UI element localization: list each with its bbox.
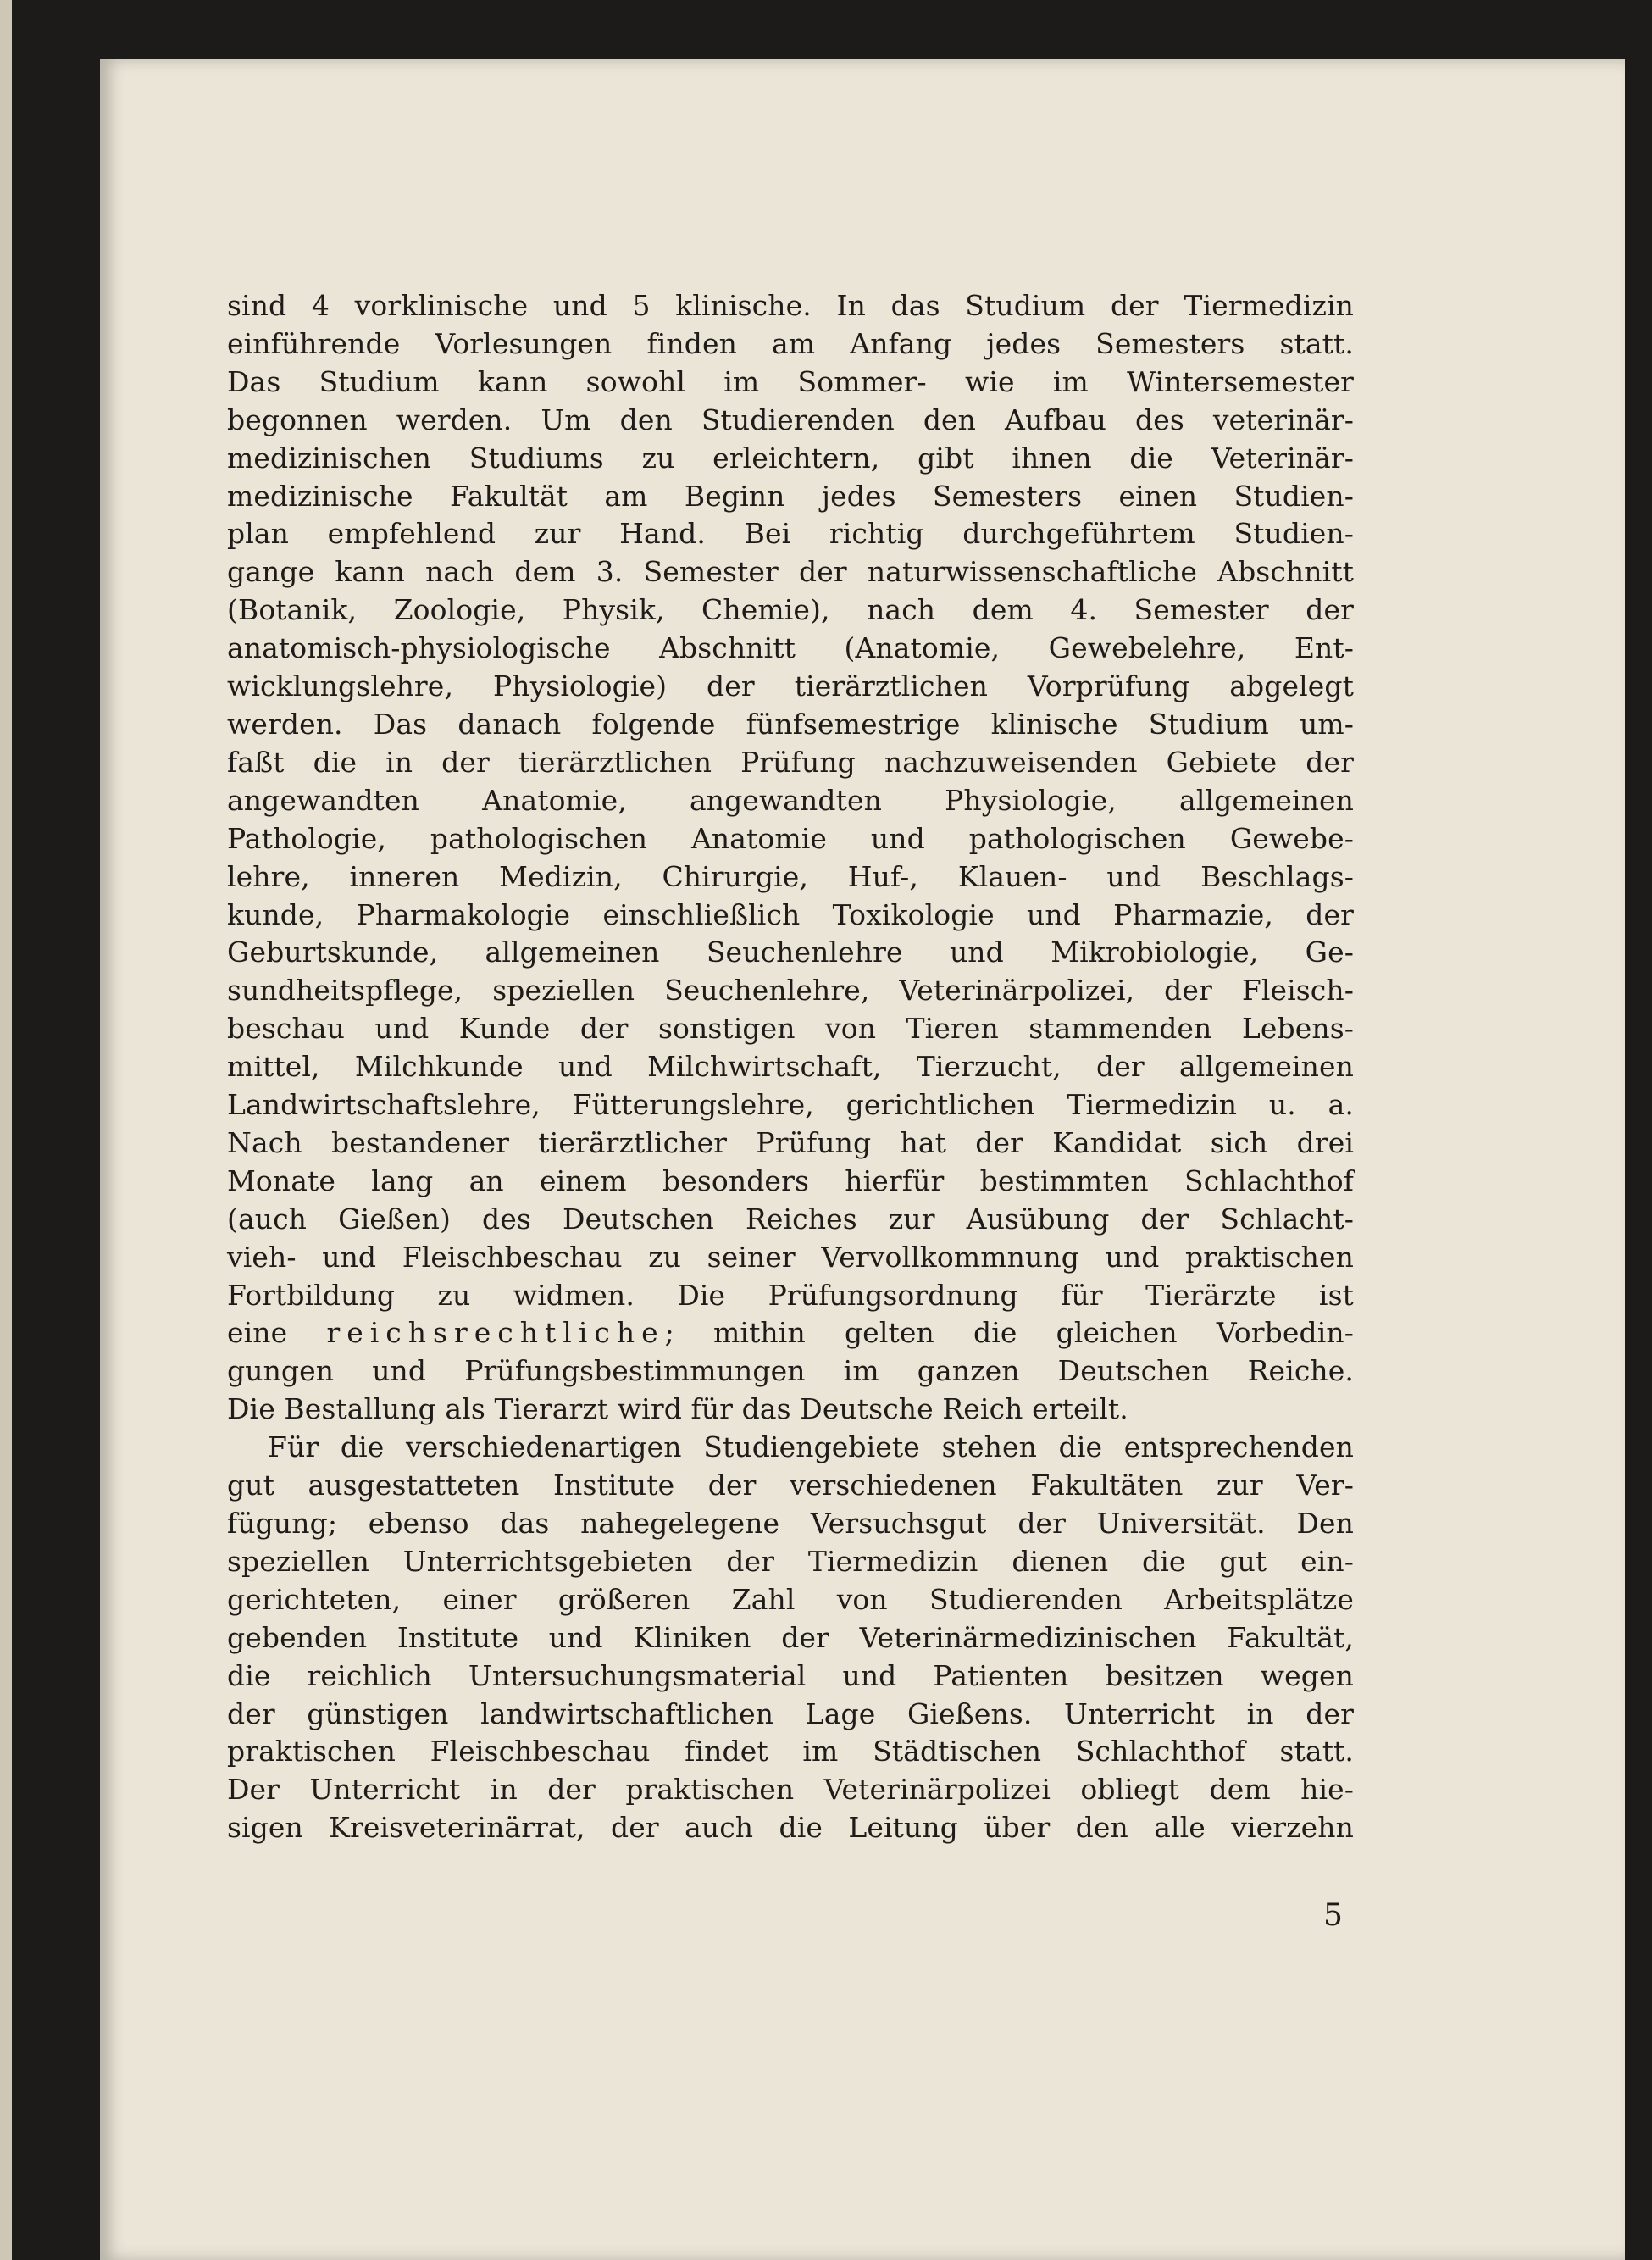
- text-line: sundheitspflege, speziellen Seuchenlehre, Veterinärpolizei, der Fleisch-: [227, 974, 1354, 1008]
- text-line: Monate lang an einem besonders hierfür bestimmten Schlachthof: [227, 1163, 1354, 1197]
- text-line: Die Bestallung als Tierarzt wird für das Deutsche Reich erteilt.: [227, 1392, 1128, 1426]
- text-line: Das Studium kann sowohl im Sommer- wie im Wintersemester: [227, 364, 1354, 398]
- text-line: beschau und Kunde der sonstigen von Tieren stammenden Lebens-: [227, 1012, 1354, 1046]
- text-line: begonnen werden. Um den Studierenden den Aufbau des veterinär-: [227, 403, 1354, 436]
- adjacent-page-edge: [0, 0, 12, 2260]
- emphasized-word: reichsrechtliche: [326, 1316, 665, 1350]
- text-line: gungen und Prüfungsbestimmungen im ganzen Deutschen Reiche.: [227, 1354, 1354, 1388]
- text-line-suffix: ; mithin gelten die gleichen Vorbedin-: [664, 1316, 1354, 1350]
- text-line: medizinische Fakultät am Beginn jedes Semesters einen Studien-: [227, 479, 1354, 513]
- text-line: speziellen Unterrichtsgebieten der Tiermedizin dienen die gut ein-: [227, 1544, 1354, 1578]
- text-line: Der Unterricht in der praktischen Veterinärpolizei obliegt dem hie-: [227, 1773, 1354, 1807]
- text-line-prefix: eine: [227, 1316, 327, 1350]
- text-line: praktischen Fleischbeschau findet im Städtischen Schlachthof statt.: [227, 1735, 1354, 1769]
- page-number: 5: [1323, 1898, 1343, 1933]
- text-line: Nach bestandener tierärztlicher Prüfung hat der Kandidat sich drei: [227, 1125, 1354, 1159]
- text-line: faßt die in der tierärztlichen Prüfung nachzuweisenden Gebiete der: [227, 745, 1354, 779]
- text-line: (auch Gießen) des Deutschen Reiches zur Ausübung der Schlacht-: [227, 1202, 1354, 1236]
- text-line: einführende Vorlesungen finden am Anfang jedes Semesters statt.: [227, 326, 1354, 360]
- text-line: wicklungslehre, Physiologie) der tierärztlichen Vorprüfung abgelegt: [227, 669, 1354, 703]
- text-line: gange kann nach dem 3. Semester der naturwissenschaftliche Abschnitt: [227, 555, 1354, 589]
- text-line: medizinischen Studiums zu erleichtern, gibt ihnen die Veterinär-: [227, 441, 1354, 475]
- text-line: angewandten Anatomie, angewandten Physiologie, allgemeinen: [227, 783, 1354, 817]
- text-line: gerichteten, einer größeren Zahl von Studierenden Arbeitsplätze: [227, 1582, 1354, 1616]
- text-line: werden. Das danach folgende fünfsemestrige klinische Studium um-: [227, 707, 1354, 741]
- text-line: Pathologie, pathologischen Anatomie und pathologischen Gewebe-: [227, 821, 1354, 855]
- text-line: die reichlich Untersuchungsmaterial und Patienten besitzen wegen: [227, 1658, 1354, 1692]
- text-line: mittel, Milchkunde und Milchwirtschaft, Tierzucht, der allgemeinen: [227, 1050, 1354, 1084]
- text-line: Geburtskunde, allgemeinen Seuchenlehre und Mikrobiologie, Ge-: [227, 936, 1354, 969]
- text-line: gut ausgestatteten Institute der verschiedenen Fakultäten zur Ver-: [227, 1469, 1354, 1502]
- text-line: Für die verschiedenartigen Studiengebiete stehen die entsprechenden: [268, 1430, 1354, 1464]
- text-line: lehre, inneren Medizin, Chirurgie, Huf-, Klauen- und Beschlags-: [227, 859, 1354, 893]
- text-line: Landwirtschaftslehre, Fütterungslehre, gerichtlichen Tiermedizin u. a.: [227, 1088, 1354, 1122]
- text-line: plan empfehlend zur Hand. Bei richtig durchgeführtem Studien-: [227, 517, 1354, 551]
- text-line: sigen Kreisveterinärrat, der auch die Leitung über den alle vierzehn: [227, 1811, 1354, 1845]
- body-text: [227, 287, 1354, 1847]
- text-line: Fortbildung zu widmen. Die Prüfungsordnung für Tierärzte ist: [227, 1278, 1354, 1312]
- text-line: anatomisch-physiologische Abschnitt (Anatomie, Gewebelehre, Ent-: [227, 631, 1354, 665]
- text-line: gebenden Institute und Kliniken der Veterinärmedizinischen Fakultät,: [227, 1620, 1354, 1654]
- text-line: sind 4 vorklinische und 5 klinische. In das Studium der Tiermedizin: [227, 289, 1354, 322]
- text-line: vieh- und Fleischbeschau zu seiner Vervollkommnung und praktischen: [227, 1240, 1354, 1274]
- text-line: (Botanik, Zoologie, Physik, Chemie), nach dem 4. Semester der: [227, 593, 1354, 627]
- text-line: [227, 1314, 1354, 1352]
- text-line: der günstigen landwirtschaftlichen Lage Gießens. Unterricht in der: [227, 1696, 1354, 1730]
- text-line: kunde, Pharmakologie einschließlich Toxikologie und Pharmazie, der: [227, 897, 1354, 931]
- text-line: fügung; ebenso das nahegelegene Versuchsgut der Universität. Den: [227, 1507, 1354, 1540]
